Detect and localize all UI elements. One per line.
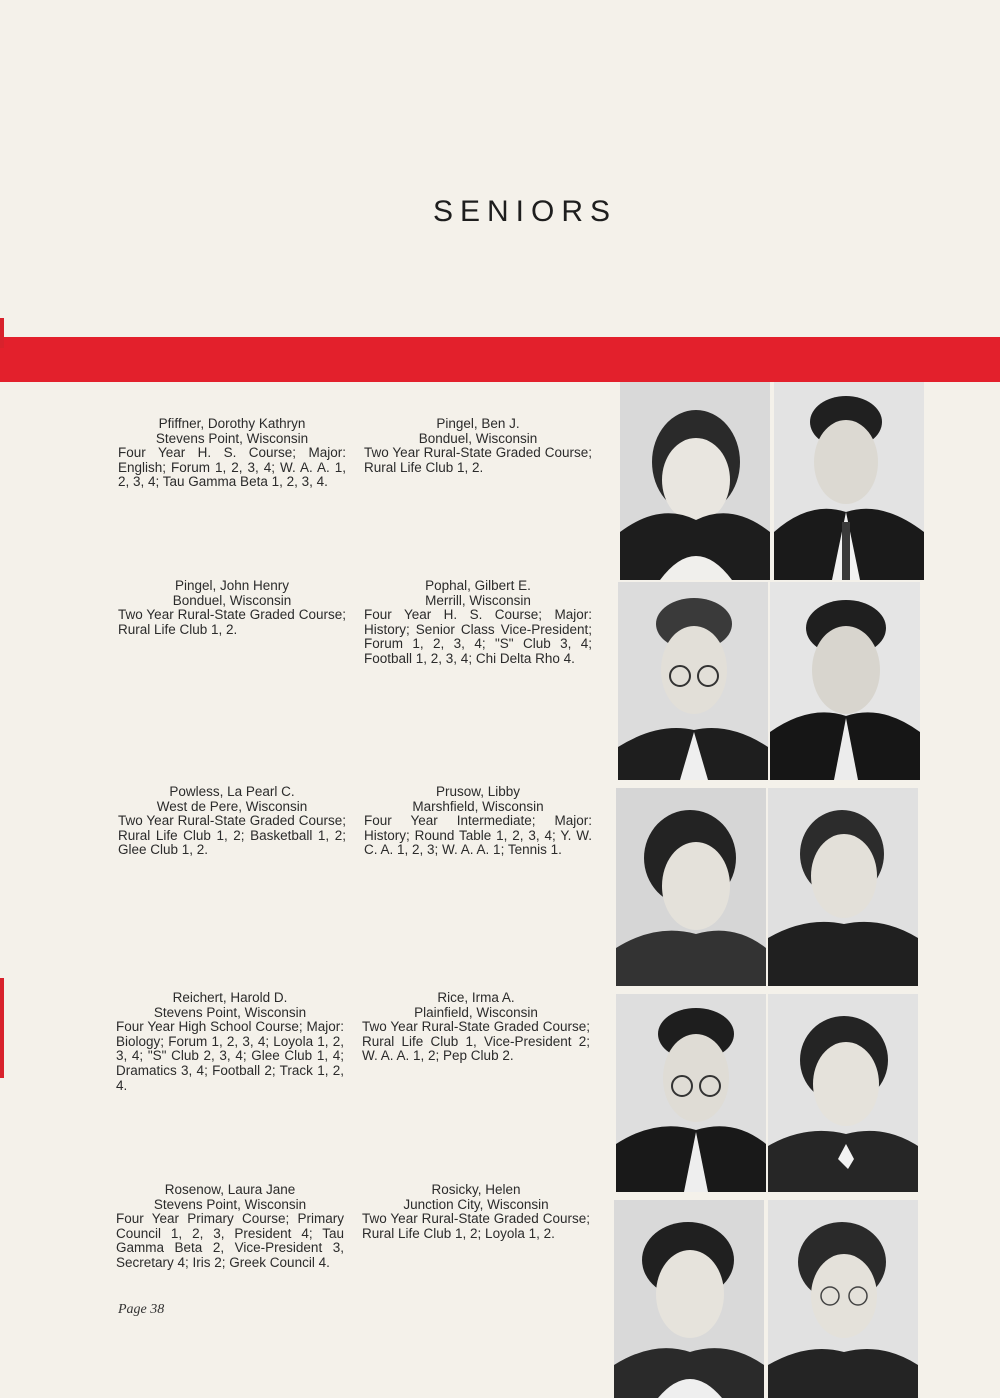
- senior-bio: Four Year H. S. Course; Major: History; Senior Class Vice-President; Forum 1, 2, 3, 4; "S" Club 3, 4; Football 1, 2, 3, 4; Chi Delta Rho 4.: [364, 607, 592, 666]
- senior-entry: [116, 1183, 344, 1271]
- senior-bio: Two Year Rural-State Graded Course; Rural Life Club 1, 2; Loyola 1, 2.: [362, 1211, 590, 1241]
- portrait-photo-image: [768, 994, 918, 1192]
- portrait-photo-image: [616, 994, 766, 1192]
- portrait-photo-image: [618, 582, 768, 780]
- senior-name: Pingel, John Henry: [174, 578, 290, 593]
- portrait-photo: [616, 994, 766, 1192]
- senior-bio: Two Year Rural-State Graded Course; Rural Life Club 1, 2.: [364, 445, 592, 475]
- senior-entry: [364, 579, 592, 667]
- portrait-photo-image: [770, 582, 920, 780]
- portrait-photo-image: [768, 1200, 918, 1398]
- senior-name: Prusow, Libby: [435, 784, 521, 799]
- senior-bio: Two Year Rural-State Graded Course; Rural Life Club 1, Vice-President 2; W. A. A. 1, 2; Pep Club 2.: [362, 1019, 590, 1064]
- senior-bio: Two Year Rural-State Graded Course; Rural Life Club 1, 2; Basketball 1, 2; Glee Club 1, 2.: [118, 813, 346, 858]
- portrait-photo: [618, 582, 768, 780]
- red-accent-band: [0, 337, 1000, 382]
- senior-bio: Four Year Primary Course; Primary Council 1, 2, 3, President 4; Tau Gamma Beta 2, Vice-President 3, Secretary 4; Iris 2; Greek Council 4.: [116, 1211, 344, 1270]
- portrait-photo: [774, 382, 924, 580]
- senior-bio: Four Year H. S. Course; Major: English; Forum 1, 2, 3, 4; W. A. A. 1, 2, 3, 4; Tau Gamma Beta 1, 2, 3, 4.: [118, 445, 346, 490]
- page-number: Page 38: [118, 1302, 165, 1317]
- senior-entry: [118, 579, 346, 637]
- senior-name: Pfiffner, Dorothy Kathryn: [158, 416, 306, 431]
- senior-entry: [362, 1183, 590, 1241]
- senior-hometown: Merrill, Wisconsin: [425, 592, 531, 608]
- senior-entry: [118, 785, 346, 858]
- senior-entry: [116, 991, 344, 1093]
- senior-name: Powless, La Pearl C.: [169, 784, 295, 799]
- senior-hometown: Plainfield, Wisconsin: [414, 1004, 538, 1020]
- portrait-photo-image: [774, 382, 924, 580]
- senior-entry: [364, 785, 592, 858]
- portrait-photo: [620, 382, 770, 580]
- senior-name: Rosicky, Helen: [431, 1182, 521, 1197]
- portrait-photo: [768, 788, 918, 986]
- senior-hometown: Stevens Point, Wisconsin: [155, 430, 309, 446]
- portrait-photo: [768, 994, 918, 1192]
- portrait-photo-image: [614, 1200, 764, 1398]
- senior-entry: [118, 417, 346, 490]
- senior-name: Pingel, Ben J.: [436, 416, 520, 431]
- senior-hometown: West de Pere, Wisconsin: [156, 798, 308, 814]
- portrait-photo-image: [620, 382, 770, 580]
- senior-entry: [362, 991, 590, 1064]
- senior-bio: Four Year Intermediate; Major: History; Round Table 1, 2, 3, 4; Y. W. C. A. 1, 2, 3; W. A. A. 1; Tennis 1.: [364, 813, 592, 858]
- senior-name: Reichert, Harold D.: [172, 990, 288, 1005]
- senior-hometown: Stevens Point, Wisconsin: [153, 1196, 307, 1212]
- senior-name: Pophal, Gilbert E.: [425, 578, 531, 593]
- senior-bio: Four Year High School Course; Major: Biology; Forum 1, 2, 3, 4; Loyola 1, 2, 3, 4; "S" Club 2, 3, 4; Glee Club 1, 4; Dramatics 3, 4; Football 2; Track 1, 2, 4.: [116, 1019, 344, 1093]
- portrait-photo: [616, 788, 766, 986]
- page-title: SENIORS: [432, 195, 618, 228]
- senior-entry: [364, 417, 592, 475]
- senior-hometown: Bonduel, Wisconsin: [172, 592, 292, 608]
- senior-hometown: Junction City, Wisconsin: [403, 1196, 549, 1212]
- portrait-photo-image: [616, 788, 766, 986]
- senior-name: Rice, Irma A.: [437, 990, 515, 1005]
- portrait-photo: [770, 582, 920, 780]
- left-edge-mark: [0, 978, 4, 1078]
- senior-hometown: Stevens Point, Wisconsin: [153, 1004, 307, 1020]
- senior-name: Rosenow, Laura Jane: [164, 1182, 296, 1197]
- portrait-photo: [768, 1200, 918, 1398]
- senior-hometown: Marshfield, Wisconsin: [412, 798, 544, 814]
- portrait-grid: [612, 380, 922, 1389]
- senior-bio: Two Year Rural-State Graded Course; Rural Life Club 1, 2.: [118, 607, 346, 637]
- senior-hometown: Bonduel, Wisconsin: [418, 430, 538, 446]
- portrait-photo-image: [768, 788, 918, 986]
- portrait-photo: [614, 1200, 764, 1398]
- left-edge-mark: [0, 318, 4, 348]
